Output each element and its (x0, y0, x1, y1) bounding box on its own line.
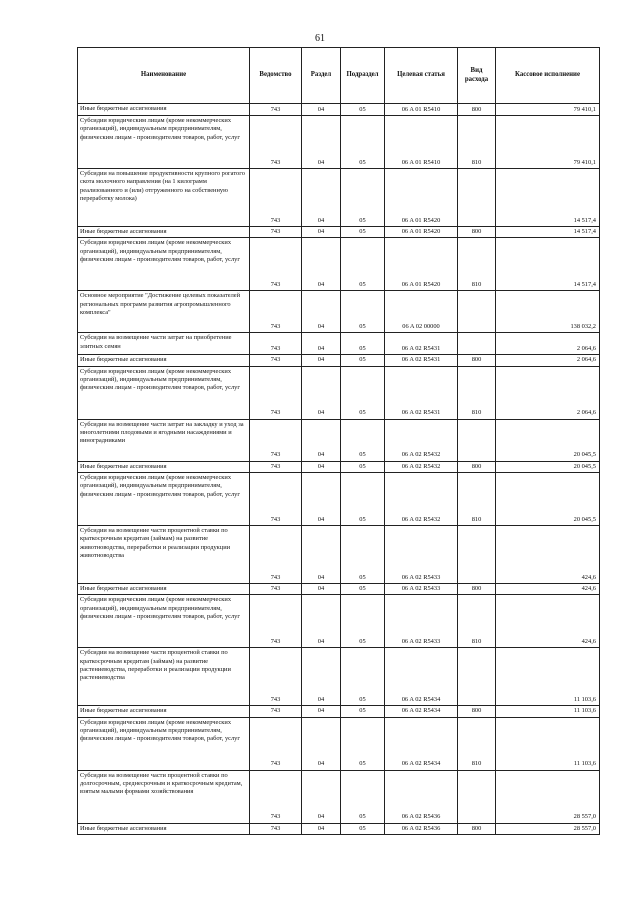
cell-vid-rashoda: 800 (458, 355, 496, 366)
cell-podrazdel: 05 (341, 823, 385, 834)
table-row (78, 525, 600, 583)
cell-name: Субсидии на возмещение части процентной ставки по краткосрочным кредитам (займам) на развитие растениеводства, переработки и реализации продукции растениеводства (78, 648, 250, 706)
cell-vid-rashoda: 810 (458, 238, 496, 291)
cell-kassovoe-ispolnenie: 11 103,6 (496, 706, 600, 717)
cell-name: Иные бюджетные ассигнования (78, 355, 250, 366)
cell-razdel: 04 (302, 366, 341, 419)
cell-celevaya-statya: 06 A 01 R5420 (385, 238, 458, 291)
cell-vedomstvo: 743 (250, 461, 302, 472)
cell-kassovoe-ispolnenie: 14 517,4 (496, 227, 600, 238)
cell-kassovoe-ispolnenie: 11 103,6 (496, 717, 600, 770)
cell-podrazdel: 05 (341, 525, 385, 583)
cell-razdel: 04 (302, 238, 341, 291)
cell-celevaya-statya: 06 A 02 R5432 (385, 461, 458, 472)
cell-vid-rashoda (458, 333, 496, 355)
header-name: Наименование (78, 48, 250, 104)
cell-vid-rashoda (458, 648, 496, 706)
cell-razdel: 04 (302, 333, 341, 355)
table-header-row (78, 48, 600, 104)
cell-vid-rashoda (458, 169, 496, 227)
cell-name: Субсидии юридическим лицам (кроме некоммерческих организаций), индивидуальным предпринимателям, физическим лицам - производителям товаров, работ, услуг (78, 366, 250, 419)
cell-name: Иные бюджетные ассигнования (78, 104, 250, 116)
cell-vedomstvo: 743 (250, 355, 302, 366)
cell-kassovoe-ispolnenie: 138 032,2 (496, 291, 600, 333)
table-row (78, 648, 600, 706)
cell-vedomstvo: 743 (250, 291, 302, 333)
cell-kassovoe-ispolnenie: 14 517,4 (496, 238, 600, 291)
cell-vedomstvo: 743 (250, 770, 302, 823)
cell-vid-rashoda: 800 (458, 823, 496, 834)
table-row (78, 355, 600, 366)
cell-celevaya-statya: 06 A 02 00000 (385, 291, 458, 333)
cell-razdel: 04 (302, 419, 341, 461)
cell-name: Субсидии юридическим лицам (кроме некоммерческих организаций), индивидуальным предпринимателям, физическим лицам - производителям товаров, работ, услуг (78, 116, 250, 169)
cell-podrazdel: 05 (341, 169, 385, 227)
cell-razdel: 04 (302, 169, 341, 227)
cell-kassovoe-ispolnenie: 2 064,6 (496, 366, 600, 419)
cell-name: Субсидии на возмещение части затрат на приобретение элитных семян (78, 333, 250, 355)
table-row (78, 227, 600, 238)
cell-celevaya-statya: 06 A 01 R5420 (385, 169, 458, 227)
cell-razdel: 04 (302, 595, 341, 648)
cell-vedomstvo: 743 (250, 104, 302, 116)
cell-razdel: 04 (302, 823, 341, 834)
cell-razdel: 04 (302, 717, 341, 770)
cell-podrazdel: 05 (341, 291, 385, 333)
cell-vedomstvo: 743 (250, 116, 302, 169)
cell-kassovoe-ispolnenie: 424,6 (496, 525, 600, 583)
cell-name: Иные бюджетные ассигнования (78, 583, 250, 594)
cell-podrazdel: 05 (341, 419, 385, 461)
cell-podrazdel: 05 (341, 717, 385, 770)
cell-kassovoe-ispolnenie: 2 064,6 (496, 355, 600, 366)
table-row (78, 472, 600, 525)
cell-podrazdel: 05 (341, 355, 385, 366)
cell-name: Основное мероприятие "Достижение целевых показателей региональных программ развития агропромышленного комплекса" (78, 291, 250, 333)
cell-vid-rashoda (458, 770, 496, 823)
cell-vedomstvo: 743 (250, 238, 302, 291)
cell-name: Иные бюджетные ассигнования (78, 461, 250, 472)
cell-name: Субсидии на возмещение части затрат на закладку и уход за многолетними плодовыми и ягодными насаждениями и виноградниками (78, 419, 250, 461)
cell-vid-rashoda: 800 (458, 227, 496, 238)
cell-vid-rashoda: 810 (458, 116, 496, 169)
cell-vedomstvo: 743 (250, 648, 302, 706)
cell-kassovoe-ispolnenie: 79 410,1 (496, 116, 600, 169)
table-row (78, 461, 600, 472)
cell-razdel: 04 (302, 706, 341, 717)
header-vedomstvo: Ведомство (250, 48, 302, 104)
cell-vedomstvo: 743 (250, 823, 302, 834)
cell-vedomstvo: 743 (250, 333, 302, 355)
cell-vedomstvo: 743 (250, 419, 302, 461)
cell-celevaya-statya: 06 A 02 R5436 (385, 823, 458, 834)
cell-name: Субсидии на возмещение части процентной ставки по долгосрочным, среднесрочным и краткосрочным кредитам, взятым малыми формами хозяйствования (78, 770, 250, 823)
cell-vedomstvo: 743 (250, 706, 302, 717)
table-row (78, 823, 600, 834)
cell-celevaya-statya: 06 A 02 R5432 (385, 472, 458, 525)
cell-vid-rashoda (458, 419, 496, 461)
cell-name: Субсидии юридическим лицам (кроме некоммерческих организаций), индивидуальным предпринимателям, физическим лицам - производителям товаров, работ, услуг (78, 717, 250, 770)
cell-kassovoe-ispolnenie: 20 045,5 (496, 419, 600, 461)
cell-razdel: 04 (302, 116, 341, 169)
table-row (78, 583, 600, 594)
cell-kassovoe-ispolnenie: 14 517,4 (496, 169, 600, 227)
cell-podrazdel: 05 (341, 595, 385, 648)
cell-razdel: 04 (302, 472, 341, 525)
cell-razdel: 04 (302, 525, 341, 583)
cell-razdel: 04 (302, 583, 341, 594)
cell-podrazdel: 05 (341, 227, 385, 238)
cell-vedomstvo: 743 (250, 525, 302, 583)
cell-podrazdel: 05 (341, 583, 385, 594)
table-row (78, 419, 600, 461)
cell-podrazdel: 05 (341, 706, 385, 717)
cell-razdel: 04 (302, 104, 341, 116)
cell-celevaya-statya: 06 A 02 R5433 (385, 525, 458, 583)
cell-kassovoe-ispolnenie: 20 045,5 (496, 461, 600, 472)
cell-podrazdel: 05 (341, 366, 385, 419)
cell-celevaya-statya: 06 A 01 R5420 (385, 227, 458, 238)
cell-name: Иные бюджетные ассигнования (78, 823, 250, 834)
cell-celevaya-statya: 06 A 02 R5436 (385, 770, 458, 823)
cell-vedomstvo: 743 (250, 595, 302, 648)
cell-vedomstvo: 743 (250, 583, 302, 594)
page-number: 61 (315, 33, 325, 44)
cell-podrazdel: 05 (341, 461, 385, 472)
cell-vedomstvo: 743 (250, 227, 302, 238)
cell-kassovoe-ispolnenie: 11 103,6 (496, 648, 600, 706)
cell-kassovoe-ispolnenie: 20 045,5 (496, 472, 600, 525)
cell-podrazdel: 05 (341, 648, 385, 706)
cell-vid-rashoda: 810 (458, 595, 496, 648)
cell-name: Иные бюджетные ассигнования (78, 227, 250, 238)
cell-celevaya-statya: 06 A 02 R5432 (385, 419, 458, 461)
table-row (78, 238, 600, 291)
cell-name: Субсидии на возмещение части процентной ставки по краткосрочным кредитам (займам) на развитие животноводства, переработки и реализации продукции животноводства (78, 525, 250, 583)
cell-razdel: 04 (302, 770, 341, 823)
cell-podrazdel: 05 (341, 770, 385, 823)
cell-name: Субсидии юридическим лицам (кроме некоммерческих организаций), индивидуальным предпринимателям, физическим лицам - производителям товаров, работ, услуг (78, 595, 250, 648)
table-row (78, 770, 600, 823)
cell-razdel: 04 (302, 461, 341, 472)
cell-razdel: 04 (302, 648, 341, 706)
table-row (78, 706, 600, 717)
header-vid-rashoda: Вид расхода (458, 48, 496, 104)
cell-celevaya-statya: 06 A 02 R5434 (385, 648, 458, 706)
budget-table (77, 47, 600, 835)
cell-podrazdel: 05 (341, 116, 385, 169)
cell-name: Субсидии на повышение продуктивности крупного рогатого скота молочного направления (на 1 килограмм реализованного и (или) отгруженного на собственную переработку молока) (78, 169, 250, 227)
cell-celevaya-statya: 06 A 02 R5431 (385, 366, 458, 419)
cell-vid-rashoda: 800 (458, 104, 496, 116)
cell-name: Субсидии юридическим лицам (кроме некоммерческих организаций), индивидуальным предпринимателям, физическим лицам - производителям товаров, работ, услуг (78, 238, 250, 291)
cell-celevaya-statya: 06 A 02 R5434 (385, 706, 458, 717)
cell-kassovoe-ispolnenie: 28 557,0 (496, 823, 600, 834)
cell-name: Субсидии юридическим лицам (кроме некоммерческих организаций), индивидуальным предпринимателям, физическим лицам - производителям товаров, работ, услуг (78, 472, 250, 525)
cell-kassovoe-ispolnenie: 79 410,1 (496, 104, 600, 116)
cell-vid-rashoda: 810 (458, 717, 496, 770)
cell-podrazdel: 05 (341, 333, 385, 355)
cell-razdel: 04 (302, 355, 341, 366)
cell-name: Иные бюджетные ассигнования (78, 706, 250, 717)
cell-vid-rashoda: 800 (458, 706, 496, 717)
cell-celevaya-statya: 06 A 01 R5410 (385, 116, 458, 169)
cell-razdel: 04 (302, 227, 341, 238)
cell-kassovoe-ispolnenie: 28 557,0 (496, 770, 600, 823)
cell-celevaya-statya: 06 A 02 R5433 (385, 595, 458, 648)
header-kassovoe-ispolnenie: Кассовое исполнение (496, 48, 600, 104)
cell-vid-rashoda: 800 (458, 583, 496, 594)
table-row (78, 169, 600, 227)
cell-celevaya-statya: 06 A 02 R5431 (385, 355, 458, 366)
cell-vid-rashoda: 800 (458, 461, 496, 472)
header-razdel: Раздел (302, 48, 341, 104)
cell-vedomstvo: 743 (250, 472, 302, 525)
cell-vedomstvo: 743 (250, 169, 302, 227)
cell-celevaya-statya: 06 A 02 R5431 (385, 333, 458, 355)
cell-kassovoe-ispolnenie: 424,6 (496, 595, 600, 648)
cell-kassovoe-ispolnenie: 2 064,6 (496, 333, 600, 355)
table-row (78, 291, 600, 333)
cell-vedomstvo: 743 (250, 717, 302, 770)
cell-celevaya-statya: 06 A 02 R5433 (385, 583, 458, 594)
table-row (78, 333, 600, 355)
cell-podrazdel: 05 (341, 238, 385, 291)
table-row (78, 717, 600, 770)
cell-podrazdel: 05 (341, 472, 385, 525)
header-celevaya-statya: Целевая статья (385, 48, 458, 104)
cell-celevaya-statya: 06 A 01 R5410 (385, 104, 458, 116)
table-row (78, 116, 600, 169)
cell-vid-rashoda (458, 291, 496, 333)
cell-vid-rashoda (458, 525, 496, 583)
cell-vedomstvo: 743 (250, 366, 302, 419)
table-row (78, 104, 600, 116)
cell-vid-rashoda: 810 (458, 472, 496, 525)
cell-vid-rashoda: 810 (458, 366, 496, 419)
table-row (78, 366, 600, 419)
table-row (78, 595, 600, 648)
header-podrazdel: Подраздел (341, 48, 385, 104)
cell-celevaya-statya: 06 A 02 R5434 (385, 717, 458, 770)
cell-razdel: 04 (302, 291, 341, 333)
cell-podrazdel: 05 (341, 104, 385, 116)
cell-kassovoe-ispolnenie: 424,6 (496, 583, 600, 594)
